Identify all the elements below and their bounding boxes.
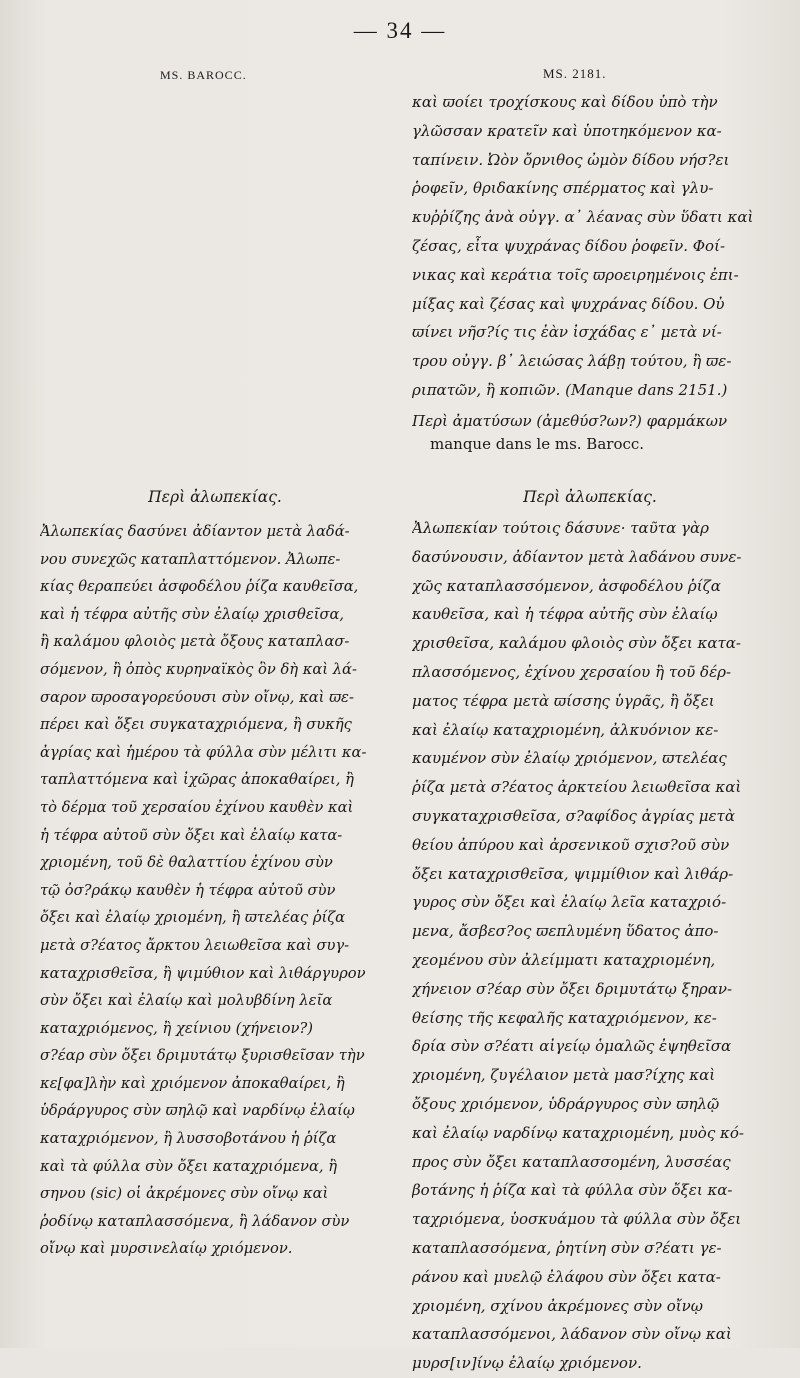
- text-line: νικας καὶ κεράτια τοῖς ϖροειρημένοις ἐπι-: [412, 265, 739, 284]
- text-line: τρου οὐγγ. β᾽ λειώσας λάβῃ τούτου, ἢ ϖε-: [412, 352, 732, 371]
- text-line: βοτάνης ἡ ῥίζα καὶ τὰ φύλλα σὺν ὄξει κα-: [412, 1181, 733, 1200]
- text-line: μυρσ[ιν]ίνῳ ἐλαίῳ χριόμενον.: [412, 1354, 642, 1373]
- text-line: Ἀλωπεκίαν τούτοις δάσυνε· ταῦτα γὰρ: [412, 519, 709, 537]
- text-line: ὑδράργυρος σὺν ϖηλῷ καὶ ναρδίνῳ ἐλαίῳ: [40, 1102, 355, 1120]
- text-line: καὶ ἐλαίῳ καταχριομένη, ἀλκυόνιον κε-: [412, 720, 719, 739]
- title-line: manque dans le ms. Barocc.: [430, 435, 645, 453]
- text-line: κε[φα]λὴν καὶ χριόμενον ἀποκαθαίρει, ἢ: [40, 1074, 345, 1092]
- right-column-text: [412, 514, 768, 1378]
- text-line: τῷ ὀσ?ράκῳ καυθὲν ἡ τέφρα αὐτοῦ σὺν: [40, 881, 336, 899]
- text-line: σόμενον, ἢ ὀπὸς κυρηναϊκὸς ὃν δὴ καὶ λά-: [40, 660, 357, 678]
- text-line: καὶ ἡ τέφρα αὐτῆς σὺν ἐλαίῳ χρισθεῖσα,: [40, 605, 345, 623]
- text-line: ριπατῶν, ἢ κοπιῶν. (Manque dans 2151.): [412, 380, 728, 399]
- text-line: πέρει καὶ ὄξει συγκαταχριόμενα, ἢ συκῆς: [40, 716, 352, 734]
- title-line: Περὶ ἀματύσων (ἀμεθύσ?ων?) φαρμάκων: [412, 412, 728, 430]
- text-line: χριομένη, τοῦ δὲ θαλαττίου ἐχίνου σὺν: [40, 854, 333, 872]
- text-line: ῥοφεῖν, θριδακίνης σπέρματος καὶ γλυ-: [412, 179, 714, 198]
- page-header: [0, 10, 800, 80]
- text-line: καυμένον σὺν ἐλαίῳ χριόμενον, ϖτελέας: [412, 749, 727, 768]
- text-line: θείου ἀπύρου καὶ ἀρσενικοῦ σχισ?οῦ σὺν: [412, 835, 730, 854]
- text-line: οἴνῳ καὶ μυρσινελαίῳ χριόμενον.: [40, 1240, 293, 1258]
- right-section-title: [412, 410, 768, 456]
- text-line: σὺν ὄξει καὶ ἐλαίῳ καὶ μολυβδίνη λεῖα: [40, 992, 333, 1010]
- text-line: χεομένου σὺν ἀλείμματι καταχριομένη,: [412, 950, 716, 969]
- text-line: δρία σὺν σ?έατι αἰγείῳ ὁμαλῶς ἐψηθεῖσα: [412, 1037, 732, 1056]
- text-line: γλῶσσαν κρατεῖν καὶ ὑποτηκόμενον κα-: [412, 121, 722, 140]
- text-line: ὄξει καὶ ἐλαίῳ χριομένη, ἢ ϖτελέας ῥίζα: [40, 909, 346, 927]
- text-line: μετὰ σ?έατος ἄρκτου λειωθεῖσα καὶ συγ-: [40, 936, 350, 954]
- text-line: ϖίνει νῆσ?ίς τις ἐὰν ἰσχάδας ε᾽ μετὰ νί-: [412, 323, 722, 342]
- text-line: καταπλασσόμενα, ῥητίνη σὺν σ?έατι γε-: [412, 1238, 722, 1257]
- text-line: μίξας καὶ ζέσας καὶ ψυχράνας δίδου. Οὐ: [412, 294, 725, 313]
- text-line: θείσης τῆς κεφαλῆς καταχριόμενον, κε-: [412, 1008, 717, 1027]
- text-line: χήνειον σ?έαρ σὺν ὄξει δριμυτάτῳ ξηραν-: [412, 979, 733, 998]
- text-line: καταπλασσόμενοι, λάδανον σὺν οἴνῳ καὶ: [412, 1325, 732, 1344]
- text-line: ἢ καλάμου φλοιὸς μετὰ ὄξους καταπλασ-: [40, 633, 350, 651]
- text-line: χριομένη, σχίνου ἀκρέμονες σὺν οἴνῳ: [412, 1296, 703, 1315]
- text-line: ἡ τέφρα αὐτοῦ σὺν ὄξει καὶ ἐλαίῳ κατα-: [40, 826, 343, 844]
- text-line: προς σὺν ὄξει καταπλασσομένη, λυσσέας: [412, 1152, 731, 1171]
- text-line: ἀγρίας καὶ ἡμέρου τὰ φύλλα σὺν μέλιτι κα-: [40, 743, 367, 761]
- right-manuscript-label: MS. 2181.: [543, 66, 607, 81]
- text-line: Ἀλωπεκίας δασύνει ἀδίαντον μετὰ λαδά-: [40, 523, 350, 540]
- text-line: συγκαταχρισθεῖσα, σ?αφίδος ἀγρίας μετὰ: [412, 806, 735, 825]
- text-line: ταπλαττόμενα καὶ ἰχῶρας ἀποκαθαίρει, ἢ: [40, 771, 354, 789]
- text-line: σαρον ϖροσαγορεύουσι σὺν οἴνῳ, καὶ ϖε-: [40, 688, 354, 706]
- text-line: καυθεῖσα, καὶ ἡ τέφρα αὐτῆς σὺν ἐλαίῳ: [412, 605, 718, 624]
- text-line: ῥοδίνῳ καταπλασσόμενα, ἢ λάδανον σὺν: [40, 1212, 350, 1230]
- text-line: σηνου (sic) οἱ ἀκρέμονες σὺν οἴνῳ καὶ: [40, 1185, 329, 1203]
- text-line: κίας θεραπεύει ἀσφοδέλου ῥίζα καυθεῖσα,: [40, 578, 359, 596]
- text-line: καταχριόμενον, ἢ λυσσοβοτάνου ἡ ῥίζα: [40, 1130, 337, 1148]
- left-column-text: [40, 518, 390, 1263]
- text-line: χῶς καταπλασσόμενον, ἀσφοδέλου ῥίζα: [412, 576, 721, 595]
- text-line: χρισθεῖσα, καλάμου φλοιὸς σὺν ὄξει κατα-: [412, 634, 741, 653]
- text-line: νου συνεχῶς καταπλαττόμενον. Ἀλωπε-: [40, 550, 341, 568]
- text-line: καταχριόμενος, ἢ χείνιου (χήνειον?): [40, 1019, 314, 1037]
- text-line: ράνου καὶ μυελῷ ἐλάφου σὺν ὄξει κατα-: [412, 1267, 721, 1286]
- text-line: ματος τέφρα μετὰ ϖίσσης ὑγρᾶς, ἢ ὄξει: [412, 691, 715, 710]
- page-number: — 34 —: [353, 18, 447, 43]
- text-line: ὄξει καταχρισθεῖσα, ψιμμίθιον καὶ λιθάρ-: [412, 864, 734, 883]
- text-line: καταχρισθεῖσα, ἢ ψιμύθιον καὶ λιθάργυρον: [40, 964, 366, 982]
- text-line: ζέσας, εἶτα ψυχράνας δίδου ῥοφεῖν. Φοί-: [412, 236, 726, 255]
- text-line: πλασσόμενος, ἐχίνου χερσαίου ἢ τοῦ δέρ-: [412, 662, 732, 681]
- text-line: δασύνουσιν, ἀδίαντον μετὰ λαδάνου συνε-: [412, 547, 742, 566]
- text-line: μενα, ἄσβεσ?ος ϖεπλυμένη ὕδατος ἀπο-: [412, 922, 719, 941]
- text-line: ταχριόμενα, ὑοσκυάμου τὰ φύλλα σὺν ὄξει: [412, 1210, 742, 1229]
- text-line: ὄξους χριόμενον, ὑδράργυρος σὺν ϖηλῷ: [412, 1094, 720, 1113]
- text-line: ταπίνειν. Ὠὸν ὄρνιθος ὠμὸν δίδου νήσ?ει: [412, 150, 730, 169]
- left-manuscript-label: MS. BAROCC.: [160, 68, 247, 82]
- right-heading: Περὶ ἀλωπεκίας.: [523, 488, 657, 506]
- text-line: γυρος σὺν ὄξει καὶ ἐλαίῳ λεῖα καταχριό-: [412, 893, 727, 912]
- text-line: τὸ δέρμα τοῦ χερσαίου ἐχίνου καυθὲν καὶ: [40, 798, 354, 816]
- text-line: καὶ ϖοίει τροχίσκους καὶ δίδου ὑπὸ τὴν: [412, 93, 718, 111]
- text-line: σ?έαρ σὺν ὄξει δριμυτάτῳ ξυρισθεῖσαν τὴν: [40, 1047, 365, 1065]
- text-line: καὶ ἐλαίῳ ναρδίνῳ καταχριομένη, μυὸς κό-: [412, 1123, 744, 1142]
- text-line: καὶ τὰ φύλλα σὺν ὄξει καταχριόμενα, ἢ: [40, 1157, 338, 1175]
- text-line: ῥίζα μετὰ σ?έατος ἀρκτείου λειωθεῖσα καὶ: [412, 778, 742, 797]
- text-line: κυῤῥίζης ἀνὰ οὐγγ. α᾽ λέανας σὺν ὕδατι καὶ: [412, 208, 754, 227]
- right-intro-text: [412, 88, 768, 405]
- left-heading: Περὶ ἀλωπεκίας.: [148, 488, 282, 506]
- text-line: χριομένη, ζυγέλαιον μετὰ μασ?ίχης καὶ: [412, 1066, 716, 1085]
